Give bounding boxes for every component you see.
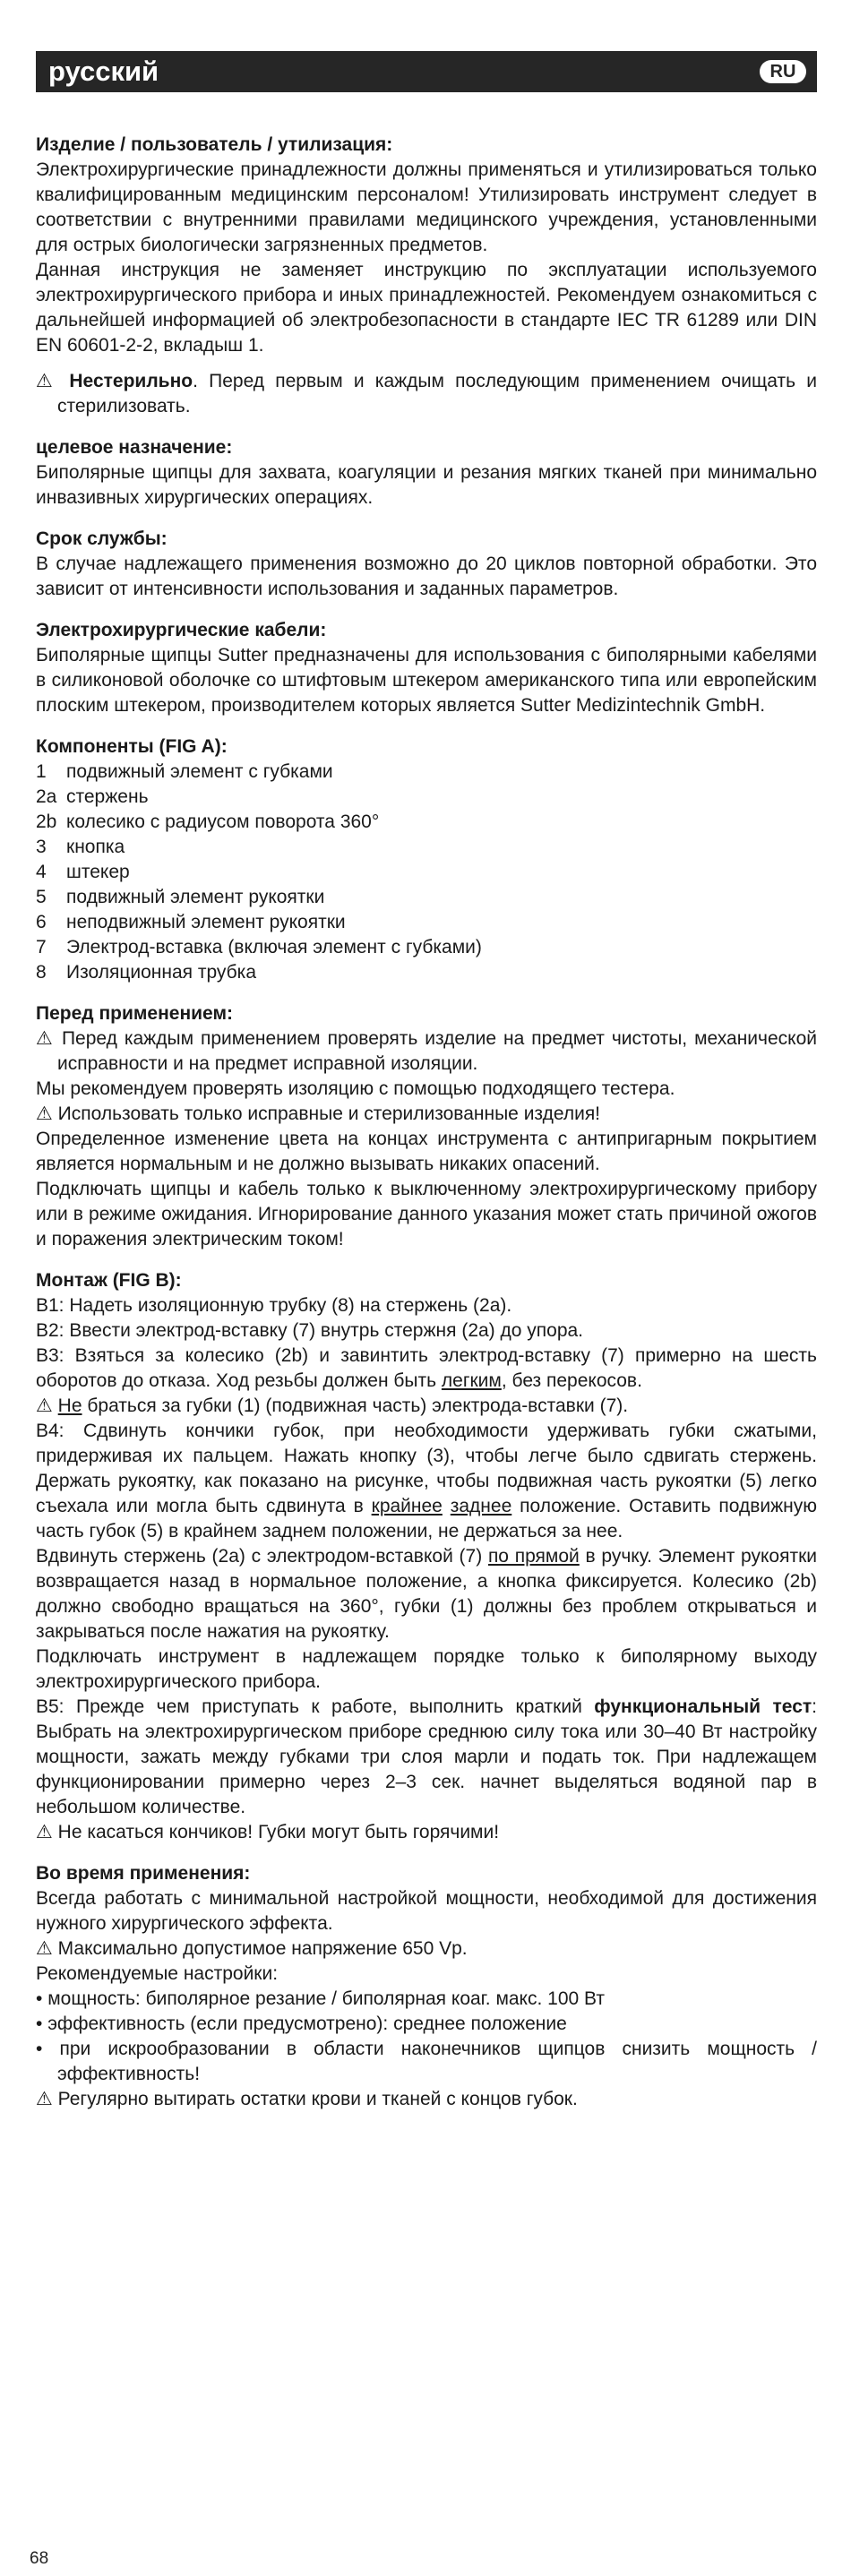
step-b3 xyxy=(36,1344,817,1394)
paragraph: Мы рекомендуем проверять изоляцию с помощью подходящего тестера. xyxy=(36,1078,675,1099)
paragraph-text: Вдвинуть стержень (2a) с электродом-вставкой (7) xyxy=(36,1546,488,1567)
warning-paragraph xyxy=(36,1936,817,1962)
section-heading: Срок службы: xyxy=(36,528,168,549)
paragraph: Рекомендуемые настройки: xyxy=(36,1963,279,1984)
section-components xyxy=(36,734,817,985)
list-item xyxy=(36,885,817,910)
components-list xyxy=(36,760,817,985)
section-heading: Компоненты (FIG A): xyxy=(36,736,228,757)
language-title: русский xyxy=(48,56,159,87)
list-item xyxy=(36,785,817,810)
section-heading: целевое назначение: xyxy=(36,437,233,458)
list-item xyxy=(36,910,817,935)
list-item xyxy=(36,960,817,985)
section-during-use xyxy=(36,1861,817,2112)
step-b2: B2: Ввести электрод-вставку (7) внутрь стержня (2a) до упора. xyxy=(36,1320,584,1341)
paragraph: Всегда работать с минимальной настройкой мощности, необходимой для достижения нужного хирургического эффекта. xyxy=(36,1888,817,1934)
warning-triangle-icon: ⚠ xyxy=(36,1028,55,1049)
warning-text: Не касаться кончиков! Губки могут быть горячими! xyxy=(57,1822,500,1842)
item-text: штекер xyxy=(66,862,130,882)
warning-text: браться за губки (1) (подвижная часть) электрода-вставки (7). xyxy=(82,1395,629,1416)
underlined-text: Не xyxy=(57,1395,82,1416)
section-cables xyxy=(36,618,817,718)
step-b1: B1: Надеть изоляционную трубку (8) на стержень (2a). xyxy=(36,1295,512,1316)
warning-text: Максимально допустимое напряжение 650 Vp. xyxy=(57,1938,468,1959)
bullet-text: при искрообразовании в области наконечников щипцов снизить мощность / эффективность! xyxy=(57,2039,818,2084)
item-number: 3 xyxy=(36,837,47,857)
item-text: стержень xyxy=(66,786,149,807)
bullet-icon: • xyxy=(36,2039,43,2059)
section-heading: Перед применением: xyxy=(36,1003,233,1024)
underlined-text: крайнее xyxy=(371,1496,443,1516)
warning-text: Регулярно вытирать остатки крови и тканей с концов губок. xyxy=(57,2089,578,2109)
paragraph: Определенное изменение цвета на концах инструмента с антипригарным покрытием является нормальным и не должно вызывать никаких опасений. xyxy=(36,1129,817,1174)
warning-paragraph xyxy=(36,1394,817,1419)
item-text: кнопка xyxy=(66,837,125,857)
paragraph: Биполярные щипцы для захвата, коагуляции и резания мягких тканей при минимально инвазивных хирургических операциях. xyxy=(36,462,817,508)
item-number: 4 xyxy=(36,862,47,882)
item-text: подвижный элемент с губками xyxy=(66,761,333,782)
bullet-text: мощность: биполярное резание / биполярная коаг. макс. 100 Вт xyxy=(47,1988,605,2009)
warning-paragraph xyxy=(36,2087,817,2112)
step-b4 xyxy=(36,1419,817,1544)
underlined-text: по прямой xyxy=(487,1546,580,1567)
list-item xyxy=(36,860,817,885)
paragraph-text: в ручку. Элемент рукоятки возвращается назад в нормальное положение, а кнопка фиксируется. Колесико (2b) должно свободно вращаться на 360°, губки (1) должны без проблем открываться и закрываться после нажатия на рукоятку. xyxy=(36,1546,817,1642)
warning-triangle-icon: ⚠ xyxy=(36,371,59,391)
paragraph: Данная инструкция не заменяет инструкцию по эксплуатации используемого электрохирургического прибора и иных принадлежностей. Рекомендуем ознакомиться с дальнейшей информацией об электробезопасности в стандарте IEC TR 61289 или DIN EN 60601-2-2, вкладыш 1. xyxy=(36,260,817,356)
item-text: колесико с радиусом поворота 360° xyxy=(66,811,380,832)
step-text: : Выбрать на электрохирургическом приборе среднюю силу тока или 30–40 Вт настройку мощности, зажать между губками три слоя марли и подать ток. При надлежащем функционировании примерно через 2–3 сек. начнет выделяться водяной пар в небольшом количестве. xyxy=(36,1696,817,1817)
section-heading: Во время применения: xyxy=(36,1863,251,1884)
item-text: Изоляционная трубка xyxy=(66,962,256,983)
step-text: B5: Прежде чем приступать к работе, выполнить краткий xyxy=(36,1696,595,1717)
warning-triangle-icon: ⚠ xyxy=(36,1395,53,1416)
item-text: неподвижный элемент рукоятки xyxy=(66,912,346,932)
section-heading: Изделие / пользователь / утилизация: xyxy=(36,134,393,155)
underlined-text: заднее xyxy=(450,1496,512,1516)
warning-paragraph xyxy=(36,369,817,419)
step-b5 xyxy=(36,1695,817,1820)
warning-bold-text: Нестерильно xyxy=(69,371,193,391)
section-service-life xyxy=(36,527,817,602)
underlined-text: легким xyxy=(441,1370,502,1391)
list-item xyxy=(36,935,817,960)
bullet-item xyxy=(36,2037,817,2087)
item-number: 7 xyxy=(36,937,47,957)
step-text: положение. Оставить подвижную часть губок (5) в крайнем заднем положении, не держаться за нее. xyxy=(36,1496,817,1541)
warning-triangle-icon: ⚠ xyxy=(36,1103,53,1124)
paragraph: Подключать инструмент в надлежащем порядке только к биполярному выходу электрохирургического прибора. xyxy=(36,1646,817,1692)
language-banner xyxy=(36,51,817,92)
warning-paragraph xyxy=(36,1026,817,1077)
list-item xyxy=(36,760,817,785)
page-number: 68 xyxy=(30,2549,49,2568)
item-number: 6 xyxy=(36,912,47,932)
section-heading: Электрохирургические кабели: xyxy=(36,620,327,640)
warning-triangle-icon: ⚠ xyxy=(36,1822,53,1842)
bold-text: функциональный тест xyxy=(594,1696,812,1717)
section-assembly xyxy=(36,1268,817,1845)
paragraph: Электрохирургические принадлежности должны применяться и утилизироваться только квалифицированным медицинским персоналом! Утилизировать инструмент следует в соответствии с внутренними правилами медицинского учреждения, установленными для острых биологически загрязненных предметов. xyxy=(36,159,817,255)
section-product-user-disposal xyxy=(36,133,817,419)
item-number: 1 xyxy=(36,761,47,782)
paragraph xyxy=(36,1544,817,1644)
warning-triangle-icon: ⚠ xyxy=(36,2089,53,2109)
step-text: B3: Взяться за колесико (2b) и завинтить электрод-вставку (7) примерно на шесть оборотов до отказа. Ход резьбы должен быть xyxy=(36,1345,817,1391)
item-number: 5 xyxy=(36,887,47,907)
item-text: подвижный элемент рукоятки xyxy=(66,887,325,907)
bullet-item xyxy=(36,1987,817,2012)
bullet-item xyxy=(36,2012,817,2037)
item-number: 2b xyxy=(36,811,57,832)
warning-text: Использовать только исправные и стерилизованные изделия! xyxy=(57,1103,601,1124)
language-code-badge: RU xyxy=(760,60,806,83)
step-text: B4: Сдвинуть кончики губок, при необходимости удерживать губки сжатыми, придерживая их пальцем. Нажать кнопку (3), чтобы легче было сдвигать стержень. Держать рукоятку, как показано на рисунке, чтобы подвижная часть рукоятки (5) легко съехала или могла быть сдвинута в xyxy=(36,1421,817,1516)
warning-paragraph xyxy=(36,1102,817,1127)
list-item xyxy=(36,835,817,860)
bullet-icon: • xyxy=(36,1988,43,2009)
section-heading: Монтаж (FIG B): xyxy=(36,1270,182,1291)
document-body xyxy=(36,133,817,2112)
step-text: , без перекосов. xyxy=(501,1370,642,1391)
bullet-text: эффективность (если предусмотрено): среднее положение xyxy=(47,2014,567,2034)
list-item xyxy=(36,810,817,835)
item-number: 2a xyxy=(36,786,57,807)
section-intended-use xyxy=(36,435,817,511)
paragraph: Подключать щипцы и кабель только к выключенному электрохирургическому прибору или в режиме ожидания. Игнорирование данного указания может стать причиной ожогов и поражения электрическим током! xyxy=(36,1179,817,1249)
item-text: Электрод-вставка (включая элемент с губками) xyxy=(66,937,482,957)
warning-paragraph xyxy=(36,1820,817,1845)
warning-triangle-icon: ⚠ xyxy=(36,1938,53,1959)
paragraph: Биполярные щипцы Sutter предназначены для использования с биполярными кабелями в силиконовой оболочке со штифтовым штекером американского типа или европейским плоским штекером, производителем которых является Sutter Medizintechnik GmbH. xyxy=(36,645,817,716)
section-before-use xyxy=(36,1001,817,1252)
item-number: 8 xyxy=(36,962,47,983)
warning-text: Перед каждым применением проверять изделие на предмет чистоты, механической исправности и на предмет исправной изоляции. xyxy=(57,1028,817,1074)
warning-text: . Перед первым и каждым последующим применением очищать и стерилизовать. xyxy=(57,371,817,416)
bullet-icon: • xyxy=(36,2014,43,2034)
paragraph: В случае надлежащего применения возможно до 20 циклов повторной обработки. Это зависит от интенсивности использования и заданных параметров. xyxy=(36,554,817,599)
